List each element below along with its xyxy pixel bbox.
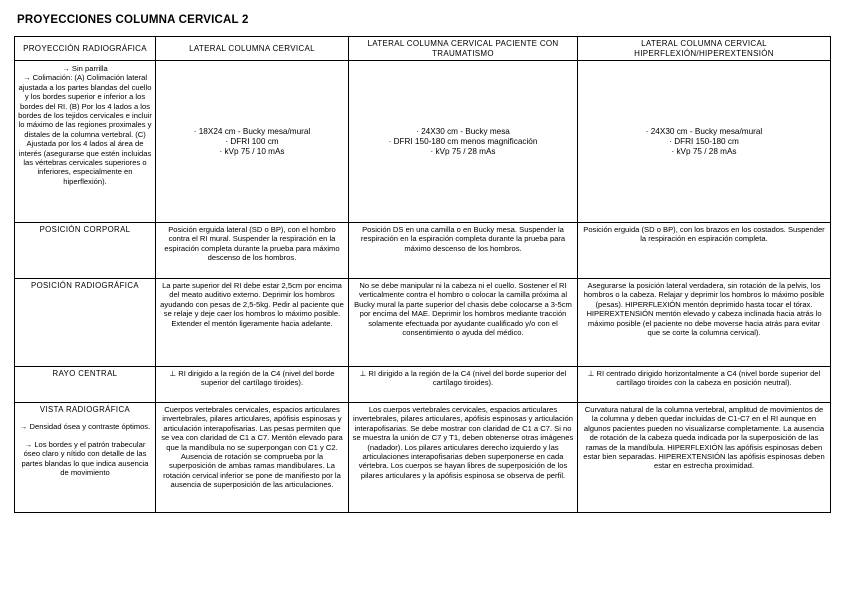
param-line: · 24X30 cm - Bucky mesa/mural xyxy=(645,126,763,136)
header-trauma: LATERAL COLUMNA CERVICAL PACIENTE CON TRAUMATISMO xyxy=(349,37,578,61)
bordes-text: → Los bordes y el patrón trabecular óseo claro y nítido con detalle de las partes blandas lo que indica ausencia de movimiento xyxy=(21,439,149,478)
trauma-params-cell xyxy=(349,61,578,223)
row-vista-radiografica xyxy=(15,403,831,513)
row-posicion-corporal xyxy=(15,223,831,279)
colimacion-text: → Colimación: (A) Colimación lateral ajustada a los partes blandas del cuello y los bordes superior e inferior a los bordes del RI. (B) Por los 4 lados a los bordes de los tejidos cervicales e incluir lo máximo de las regiones proximales y distales de la columna vertebral. (C) Ajustada por los 4 lados al área de interés (asegurarse que estén incluidas las vértebras cervicales superiores o inferiores, especialmente en hiperflexión). xyxy=(18,73,152,186)
posicion-corporal-label: POSICIÓN CORPORAL xyxy=(15,223,156,279)
param-line: · DFRI 100 cm xyxy=(225,136,279,146)
row-posicion-radiografica xyxy=(15,279,831,367)
radiografica-lateral-cell: La parte superior del RI debe estar 2,5cm por encima del meato auditivo externo. Deprimir los hombros ayudando con pesas de 2,5-5kg. Pedir al paciente que se relaje y deje caer los hombros lo máximo posible. Extender el mentón ligeramente hacia adelante. xyxy=(156,279,349,367)
proyeccion-label-cell xyxy=(15,61,156,223)
param-line: · DFRI 150-180 cm xyxy=(669,136,739,146)
projections-table xyxy=(14,36,831,513)
param-line: · 24X30 cm - Bucky mesa xyxy=(416,126,510,136)
param-line: · kVp 75 / 10 mAs xyxy=(219,146,285,156)
corporal-lateral-cell: Posición erguida lateral (SD o BP), con el hombro contra el RI mural. Suspender la respiración en la espiración completa durante la prueba para máximo descenso de los hombros. xyxy=(156,223,349,279)
param-line: · kVp 75 / 28 mAs xyxy=(671,146,737,156)
header-row xyxy=(15,37,831,61)
vista-label-cell xyxy=(15,403,156,513)
lateral-params-cell xyxy=(156,61,349,223)
rayo-hiper-cell: ⊥ RI centrado dirigido horizontalmente a C4 (nivel borde superior del cartílago tiroides con la cabeza en posición neutral). xyxy=(578,367,831,403)
rayo-lateral-cell: ⊥ RI dirigido a la región de la C4 (nivel del borde superior del cartílago tiroides). xyxy=(156,367,349,403)
param-line: · 18X24 cm - Bucky mesa/mural xyxy=(193,126,311,136)
header-proyeccion: PROYECCIÓN RADIOGRÁFICA xyxy=(15,37,156,61)
param-line: · kVp 75 / 28 mAs xyxy=(430,146,496,156)
sin-parrilla-text: → Sin parrilla xyxy=(62,64,108,73)
corporal-trauma-cell: Posición DS en una camilla o en Bucky mesa. Suspender la respiración en la espiración completa durante la prueba para máximo descenso de los hombros. xyxy=(349,223,578,279)
page-title: PROYECCIONES COLUMNA CERVICAL 2 xyxy=(17,14,249,26)
vista-radiografica-label: VISTA RADIOGRÁFICA xyxy=(39,405,131,414)
rayo-trauma-cell: ⊥ RI dirigido a la región de la C4 (nivel del borde superior del cartílago tiroides). xyxy=(349,367,578,403)
vista-hiper-cell: Curvatura natural de la columna vertebral, amplitud de movimientos de la columna y deben quedar incluidas de C1-C7 en el RI aunque en algunos pacientes pueden no visualizarse completamente. La ausencia de rotación de la cabeza queda indicada por la superposición de las ramas de la mandíbula. HIPERFLEXIÓN las apófisis espinosas deben estar bien separadas. HIPEREXTENSIÓN las apófisis espinosas deben estar en estrecha proximidad. xyxy=(578,403,831,513)
posicion-radiografica-label: POSICIÓN RADIOGRÁFICA xyxy=(15,279,156,367)
header-lateral: LATERAL COLUMNA CERVICAL xyxy=(156,37,349,61)
row-proyeccion xyxy=(15,61,831,223)
param-line: · DFRI 150-180 cm menos magnificación xyxy=(388,136,538,146)
vista-trauma-cell: Los cuerpos vertebrales cervicales, espacios articulares invertebrales, pilares articulares, apófisis espinosas y articulación interapofisarias. Se debe mostrar con claridad de C1 a C7. Si no se muestra la unión de C7 y T1, deben obtenerse otras imágenes (nadador). Los pilares articulares derecho izquierdo y las articulaciones interapofisarias deben superponerse en cada vértebra. Los cuerpos se hayan libres de superposición de los pilares articulares y la apófisis espinosa se observa de perfil. xyxy=(349,403,578,513)
densidad-text: → Densidad ósea y contraste óptimos. xyxy=(19,422,151,432)
vista-lateral-cell: Cuerpos vertebrales cervicales, espacios articulares invertebrales, pilares articulares, apófisis espinosas y articulación interapofisarias. Las pesas permiten que se vea con claridad de C1 a C7. Mentón elevado para que la mandíbula no se superpongan con C1 y C2. Ausencia de rotación se comprueba por la superposición de ambas ramas mandibulares. La rotación cervical inferior se pone de manifiesto por la ausencia de superposición de las articulaciones. xyxy=(156,403,349,513)
header-hiperflexion: LATERAL COLUMNA CERVICAL HIPERFLEXIÓN/HIPEREXTENSIÓN xyxy=(578,37,831,61)
rayo-central-label: RAYO CENTRAL xyxy=(15,367,156,403)
row-rayo-central xyxy=(15,367,831,403)
radiografica-hiper-cell: Asegurarse la posición lateral verdadera, sin rotación de la pelvis, los hombros o la cabeza. Relajar y deprimir los hombros lo máximo posible (pesas). HIPERFLEXIÓN mentón deprimido hasta tocar el tórax. HIPEREXTENSIÓN mentón elevado y cabeza inclinada hacia atrás lo máximo posible (el paciente no debe moverse hacia atrás para evitar que se corte la columna cervical). xyxy=(578,279,831,367)
corporal-hiper-cell: Posición erguida (SD o BP), con los brazos en los costados. Suspender la respiración en espiración completa. xyxy=(578,223,831,279)
hiper-params-cell xyxy=(578,61,831,223)
radiografica-trauma-cell: No se debe manipular ni la cabeza ni el cuello. Sostener el RI verticalmente contra el hombro o colocar la camilla próxima al Bucky mural la parte superior del chasis debe colocarse a 3-5cm por encima del MAE. Deprimir los hombros mediante tracción solamente efectuada por ayudante cualificado y/o con el consentimiento o ayuda del médico. xyxy=(349,279,578,367)
